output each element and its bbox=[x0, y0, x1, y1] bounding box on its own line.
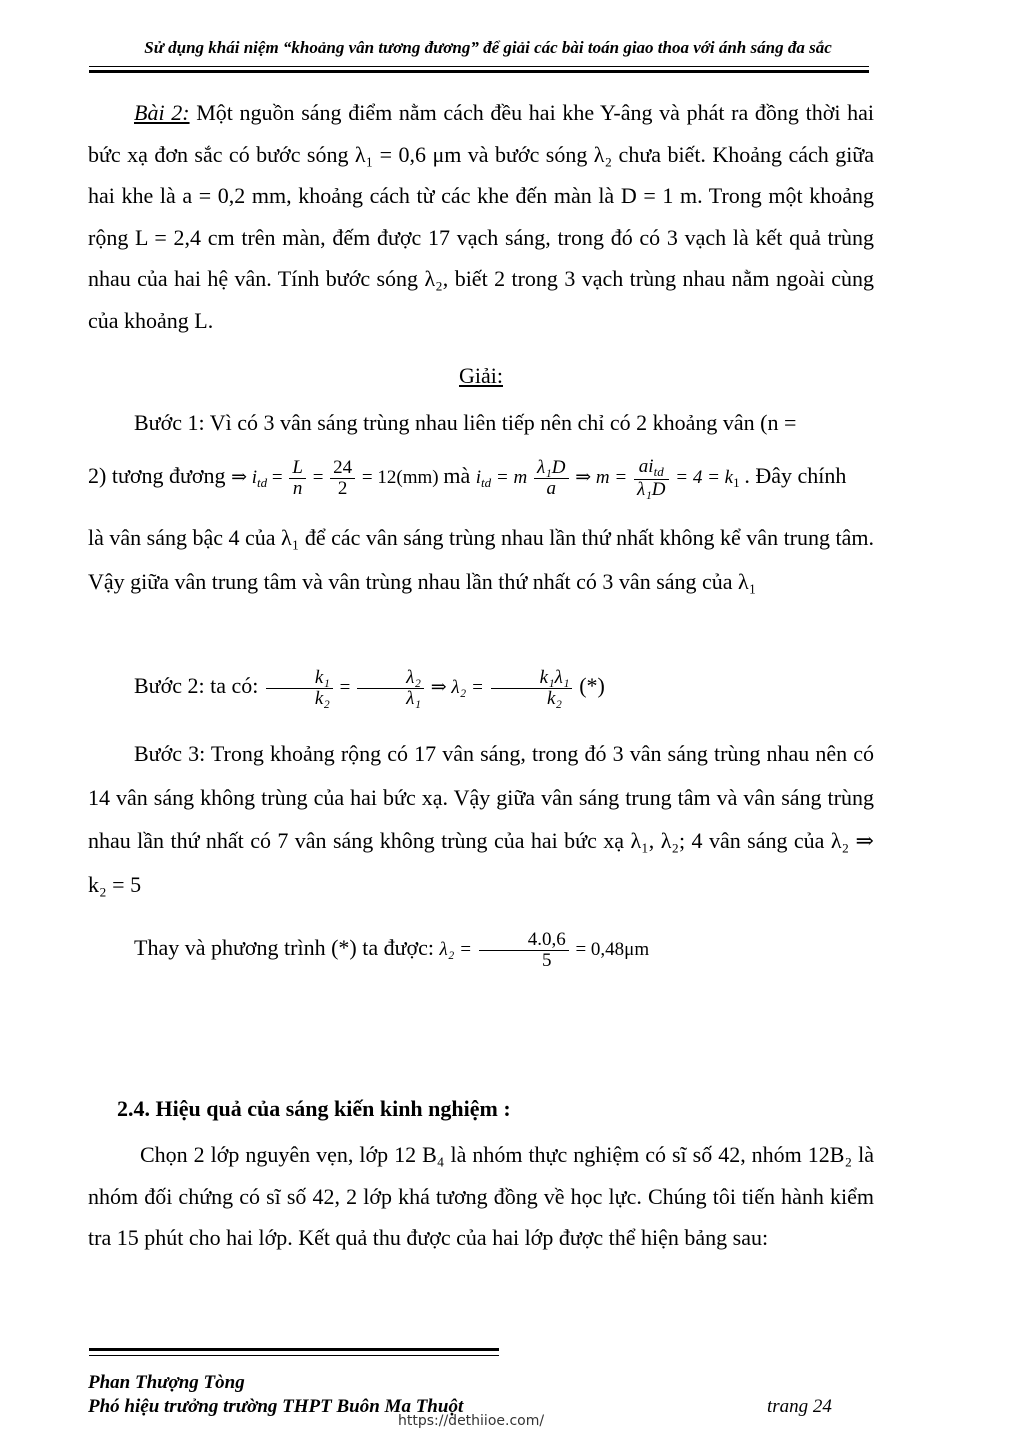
step1-tail: . Đây chính bbox=[744, 463, 847, 488]
problem-paragraph bbox=[88, 92, 874, 341]
section-paragraph: Chọn 2 lớp nguyên vẹn, lớp 12 B₄ là nhóm thực nghiệm có sĩ số 42, nhóm 12B₂ là nhóm đối chứng có sĩ số 42, 2 lớp khá tương đồng về học lực. Chúng tôi tiến hành kiểm tra 15 phút cho hai lớp. Kết quả thu được của hai lớp được thể hiện bảng sau: bbox=[88, 1142, 874, 1250]
header-divider-thick bbox=[89, 70, 869, 73]
frac-L-over-n bbox=[289, 458, 306, 499]
step4-label: Thay và phương trình (*) ta được: bbox=[134, 935, 440, 960]
step1-result: = 12(mm) bbox=[361, 467, 439, 488]
step4-line bbox=[88, 920, 874, 978]
frac-k2b: k₂ bbox=[546, 688, 563, 710]
ai-sub: td bbox=[653, 464, 664, 480]
step1-explanation: là vân sáng bậc 4 của λ₁ để các vân sáng trùng nhau lần thứ nhất không kể vân trung tâm. Vậy giữa vân trung tâm và vân trùng nhau lần thứ nhất có 3 vân sáng của λ₁ bbox=[88, 525, 874, 594]
frac-k1: k₁ bbox=[266, 668, 333, 689]
solution-title bbox=[88, 355, 874, 397]
step1-formula-a: ⇒ $i_{td}$ = $\frac{L}{n}$ = $\frac{24}{2}$ = 12(mm) bbox=[231, 457, 439, 500]
frac-k1l1: k₁λ₁ bbox=[491, 668, 573, 689]
solution-title-text: Giải: bbox=[459, 363, 503, 388]
step1-formula-line bbox=[88, 450, 874, 509]
footer-divider-thin bbox=[89, 1355, 499, 1356]
frac-num: 4.0,6 bbox=[479, 930, 569, 951]
footer-position: Phó hiệu trưởng trường THPT Buôn Ma Thuột bbox=[88, 1396, 464, 1417]
frac-den: 5 bbox=[541, 950, 552, 972]
step4-lhs: λ₂ = bbox=[439, 939, 472, 960]
footer-author: Phan Thượng Tòng bbox=[88, 1372, 245, 1393]
frac-ai-over-lambdaD bbox=[634, 457, 669, 500]
frac-4x06-over-5 bbox=[479, 930, 569, 971]
footer-divider-thick bbox=[89, 1348, 499, 1351]
step1-ma: mà bbox=[443, 463, 476, 488]
footer-url[interactable]: https://dethiioe.com/ bbox=[398, 1413, 545, 1429]
step1-formula-b: $i_{td} = m$ $\frac{\text{λ₁D}}{a}$ ⇒ m = $\frac{ai_{td}}{\text{λ₁D}}$ = $4 = k_1$ bbox=[475, 456, 740, 500]
frac-lambdaD-over-a bbox=[534, 458, 569, 499]
step2-formula: $\frac{\text{k₁}}{\text{k₂}}$ = $\frac{\text{λ₂}}{\text{λ₁}}$ ⇒ λ₂ = $\frac{\text{k₁λ₁}}{\text{k₂}}$ bbox=[264, 677, 579, 698]
step2-label: Bước 2: ta có: bbox=[134, 673, 264, 698]
frac-k2: k₂ bbox=[314, 688, 330, 710]
frac-a: a bbox=[546, 478, 556, 500]
k-sub: 1 bbox=[733, 475, 740, 490]
step3-paragraph: Bước 3: Trong khoảng rộng có 17 vân sáng, trong đó 3 vân sáng trùng nhau nên có 14 vân sáng không trùng của hai bức xạ. Vậy giữa vân sáng trung tâm và vân sáng trùng nhau lần thứ nhất có 7 vân sáng không trùng của hai bức xạ λ₁, λ₂; 4 vân sáng của λ₂ ⇒ k₂ = 5 bbox=[88, 741, 874, 897]
page-number: trang 24 bbox=[767, 1396, 832, 1417]
frac-l2-l1 bbox=[357, 668, 424, 709]
problem-label: Bài 2: bbox=[134, 100, 190, 125]
step2-star: (*) bbox=[579, 673, 605, 698]
step2-implies: ⇒ λ₂ = bbox=[430, 677, 484, 698]
step4-formula bbox=[439, 929, 650, 972]
frac-L: L bbox=[289, 458, 306, 479]
eq4-k: = 4 = k bbox=[675, 467, 734, 488]
frac-k1l1-k2 bbox=[491, 668, 573, 709]
frac-lambdaD-2: λ₁D bbox=[636, 479, 666, 500]
header-divider-thin bbox=[89, 66, 869, 67]
m-eq: = m bbox=[495, 467, 528, 488]
frac-24: 24 bbox=[330, 458, 355, 479]
ai-text: ai bbox=[638, 456, 654, 478]
frac-ai bbox=[634, 457, 669, 480]
frac-n: n bbox=[292, 478, 303, 500]
implies-m: ⇒ m = bbox=[575, 467, 628, 488]
step1-line1: Bước 1: Vì có 3 vân sáng trùng nhau liên tiếp nên chỉ có 2 khoảng vân (n = bbox=[134, 410, 797, 435]
frac-lambdaD: λ₁D bbox=[534, 458, 569, 479]
step1-prefix: 2) tương đương bbox=[88, 463, 232, 488]
frac-k1-k2 bbox=[266, 668, 333, 709]
itd-sub: td bbox=[257, 475, 268, 490]
step2-line bbox=[88, 660, 874, 714]
problem-text: Một nguồn sáng điểm nằm cách đều hai khe Y-âng và phát ra đồng thời hai bức xạ đơn sắc có bước sóng λ₁ = 0,6 μm và bước sóng λ₂ chưa biết. Khoảng cách giữa hai khe là a = 0,2 mm, khoảng cách từ các khe đến màn là D = 1 m. Trong một khoảng rộng L = 2,4 cm trên màn, đếm được 17 vạch sáng, trong đó có 3 vạch là kết quả trùng nhau của hai hệ vân. Tính bước sóng λ₂, biết 2 trong 3 vạch trùng nhau nằm ngoài cùng của khoảng L. bbox=[88, 100, 874, 333]
page-header-title: Sử dụng khái niệm “khoảng vân tương đương” để giải các bài toán giao thoa với ánh sáng đa sắc bbox=[144, 38, 832, 57]
frac-l1: λ₁ bbox=[406, 688, 421, 710]
itd-symbol: ⇒ i bbox=[231, 467, 258, 488]
frac-l2: λ₂ bbox=[357, 668, 424, 689]
frac-24-over-2 bbox=[330, 458, 355, 499]
step4-result: = 0,48μm bbox=[575, 939, 650, 960]
section-heading: 2.4. Hiệu quả của sáng kiến kinh nghiệm : bbox=[117, 1096, 511, 1121]
frac-2: 2 bbox=[337, 478, 348, 500]
